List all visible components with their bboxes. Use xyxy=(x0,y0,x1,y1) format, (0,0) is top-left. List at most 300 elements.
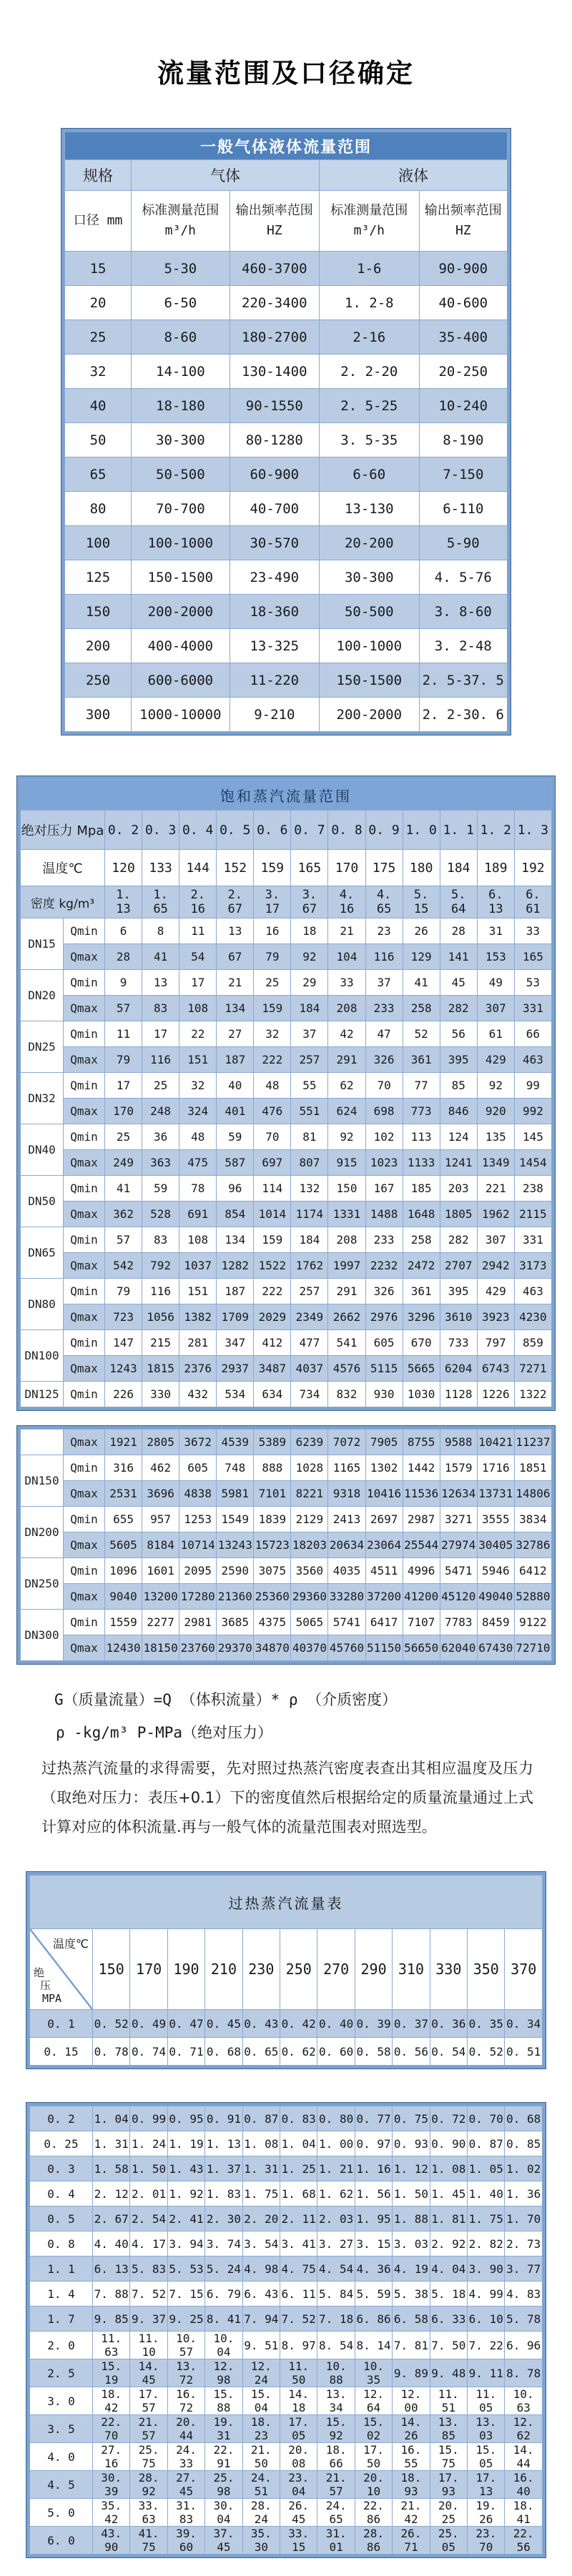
liquid-frequency-cell: 40-600 xyxy=(419,286,507,320)
density-value-cell: 1. 19 xyxy=(167,2131,204,2156)
density-value-cell: 8. 97 xyxy=(280,2332,317,2359)
density-value-cell: 15. 88 xyxy=(205,2387,242,2415)
density-value-cell: 0. 68 xyxy=(205,2038,242,2066)
density-value-cell: 6. 79 xyxy=(205,2282,242,2307)
liquid-frequency-cell: 4. 5-76 xyxy=(419,560,507,595)
density-value-cell: 2. 41 xyxy=(167,2206,204,2231)
density-value-cell: 27. 16 xyxy=(93,2443,130,2471)
density-value-cell: 25. 75 xyxy=(130,2443,167,2471)
density-value-cell: 1. 37 xyxy=(205,2156,242,2181)
gas-frequency-header: 输出频率范围 HZ xyxy=(230,191,319,252)
q-value-cell: 316 xyxy=(105,1455,142,1481)
density-value-cell: 10. 04 xyxy=(205,2332,242,2359)
q-value-cell: 28 xyxy=(440,918,477,944)
superheated-steam-table-block-a xyxy=(26,1872,546,2069)
temperature-column-header: 290 xyxy=(355,1929,392,2010)
q-value-cell: 42 xyxy=(328,1021,365,1047)
q-value-cell: 20634 xyxy=(328,1532,365,1558)
density-value-cell: 9. 25 xyxy=(167,2307,204,2332)
density-value-cell: 9. 11 xyxy=(468,2359,505,2387)
qmax-row xyxy=(21,1584,552,1610)
q-value-cell: 2937 xyxy=(217,1356,254,1382)
density-row-value: 2. 16 xyxy=(179,886,217,918)
q-value-cell: 429 xyxy=(477,1279,514,1304)
q-value-cell: 56650 xyxy=(403,1635,440,1661)
q-value-cell: 187 xyxy=(217,1047,254,1073)
table2-title-row xyxy=(21,780,552,811)
superheated-steam-grid-a xyxy=(29,1875,543,2066)
q-value-cell: 1851 xyxy=(514,1455,551,1481)
diameter-cell: 32 xyxy=(65,355,132,389)
q-value-cell: 222 xyxy=(254,1047,291,1073)
q-value-cell: 4037 xyxy=(291,1356,328,1382)
density-value-cell: 7. 52 xyxy=(280,2307,317,2332)
density-row-label: 密度 kg/m³ xyxy=(21,886,105,918)
gas-frequency-cell: 180-2700 xyxy=(230,320,319,355)
q-value-cell: 25360 xyxy=(254,1584,291,1610)
corner-header-cell xyxy=(30,1929,93,2010)
q-value-cell: 56 xyxy=(440,1021,477,1047)
q-value-cell: 30405 xyxy=(477,1532,514,1558)
density-value-cell: 1. 25 xyxy=(280,2156,317,2181)
general-flow-row xyxy=(65,560,508,595)
density-value-cell: 3. 74 xyxy=(205,2231,242,2257)
density-value-cell: 5. 78 xyxy=(505,2307,543,2332)
gas-range-cell: 8-60 xyxy=(132,320,230,355)
q-value-cell: 992 xyxy=(514,1099,551,1124)
general-flow-table-grid xyxy=(64,132,508,732)
qmax-row xyxy=(21,1253,552,1279)
q-label-cell: Qmin xyxy=(64,1330,105,1356)
q-value-cell: 8184 xyxy=(142,1532,179,1558)
q-label-cell: Qmax xyxy=(64,1047,105,1073)
q-value-cell: 49 xyxy=(477,970,514,996)
q-value-cell: 1522 xyxy=(254,1253,291,1279)
temperature-row-label: 温度℃ xyxy=(21,850,105,886)
q-value-cell: 2277 xyxy=(142,1610,179,1635)
temperature-row-value: 152 xyxy=(217,850,254,886)
bottom-margin xyxy=(0,2557,572,2576)
q-value-cell: 1442 xyxy=(403,1455,440,1481)
density-value-cell: 14. 45 xyxy=(130,2359,167,2387)
superheated-steam-row xyxy=(30,2307,543,2332)
q-value-cell: 150 xyxy=(328,1176,365,1202)
density-value-cell: 20. 44 xyxy=(167,2415,204,2443)
gas-range-cell: 1000-10000 xyxy=(132,698,230,732)
density-value-cell: 0. 42 xyxy=(280,2010,317,2038)
q-value-cell: 462 xyxy=(142,1455,179,1481)
q-value-cell: 395 xyxy=(440,1047,477,1073)
density-value-cell: 1. 62 xyxy=(317,2181,355,2206)
density-value-cell: 6. 10 xyxy=(468,2307,505,2332)
q-value-cell: 2129 xyxy=(291,1507,328,1532)
qmax-row xyxy=(21,944,552,970)
liquid-frequency-cell: 10-240 xyxy=(419,389,507,423)
general-flow-row xyxy=(65,492,508,526)
density-value-cell: 24. 51 xyxy=(242,2471,280,2499)
q-value-cell: 4996 xyxy=(403,1558,440,1584)
q-value-cell: 16 xyxy=(254,918,291,944)
qmin-row xyxy=(21,1021,552,1047)
density-value-cell: 24. 65 xyxy=(317,2499,355,2527)
q-value-cell: 26 xyxy=(403,918,440,944)
q-value-cell: 37 xyxy=(365,970,403,996)
q-value-cell: 551 xyxy=(291,1099,328,1124)
q-value-cell: 222 xyxy=(254,1279,291,1304)
density-value-cell: 17. 05 xyxy=(280,2415,317,2443)
density-value-cell: 0. 39 xyxy=(355,2010,392,2038)
density-value-cell: 31. 01 xyxy=(317,2527,355,2555)
density-value-cell: 10. 88 xyxy=(317,2359,355,2387)
density-value-cell: 5. 53 xyxy=(167,2257,204,2282)
pressure-label-cell: 5. 0 xyxy=(30,2499,93,2527)
temperature-column-header: 370 xyxy=(505,1929,543,2010)
density-value-cell: 4. 19 xyxy=(393,2257,430,2282)
temperature-column-header: 170 xyxy=(130,1929,167,2010)
q-value-cell: 72710 xyxy=(514,1635,551,1661)
density-value-cell: 12. 64 xyxy=(355,2387,392,2415)
density-value-cell: 2. 01 xyxy=(130,2181,167,2206)
q-value-cell: 167 xyxy=(365,1176,403,1202)
qmax-row xyxy=(21,1532,552,1558)
corner-pressure-char-1: 绝 xyxy=(34,1966,45,1979)
q-value-cell: 4576 xyxy=(328,1356,365,1382)
gas-frequency-cell: 23-490 xyxy=(230,560,319,595)
q-label-cell: Qmax xyxy=(64,1481,105,1507)
density-value-cell: 15. 04 xyxy=(242,2387,280,2415)
q-value-cell: 22 xyxy=(179,1021,217,1047)
q-label-cell: Qmax xyxy=(64,1253,105,1279)
general-flow-row xyxy=(65,355,508,389)
density-value-cell: 2. 54 xyxy=(130,2206,167,2231)
q-value-cell: 113 xyxy=(403,1124,440,1150)
pressure-label-cell: 6. 0 xyxy=(30,2527,93,2555)
density-value-cell: 9. 48 xyxy=(430,2359,467,2387)
q-value-cell: 2029 xyxy=(254,1304,291,1330)
gas-range-cell: 70-700 xyxy=(132,492,230,526)
q-value-cell: 92 xyxy=(291,944,328,970)
q-value-cell: 534 xyxy=(217,1382,254,1407)
q-value-cell: 184 xyxy=(291,996,328,1021)
table1-group-header-row xyxy=(65,160,508,191)
q-value-cell: 11 xyxy=(179,918,217,944)
q-value-cell: 21360 xyxy=(217,1584,254,1610)
q-value-cell: 77 xyxy=(403,1073,440,1099)
q-value-cell: 29370 xyxy=(217,1635,254,1661)
q-value-cell: 47 xyxy=(365,1021,403,1047)
density-value-cell: 3. 15 xyxy=(355,2231,392,2257)
q-value-cell: 2472 xyxy=(403,1253,440,1279)
density-value-cell: 14. 18 xyxy=(280,2387,317,2415)
density-value-cell: 37. 45 xyxy=(205,2527,242,2555)
q-value-cell: 698 xyxy=(365,1099,403,1124)
q-value-cell: 13 xyxy=(217,918,254,944)
density-value-cell: 1. 43 xyxy=(167,2156,204,2181)
liquid-range-cell: 2. 2-20 xyxy=(320,355,420,389)
superheated-steam-row xyxy=(30,2332,543,2359)
density-value-cell: 18. 41 xyxy=(505,2499,543,2527)
density-value-cell: 13. 03 xyxy=(468,2415,505,2443)
pressure-label-cell: 4. 5 xyxy=(30,2471,93,2499)
spec-header: 规格 xyxy=(65,160,132,191)
q-value-cell: 2232 xyxy=(365,1253,403,1279)
absolute-pressure-row-value: 0. 3 xyxy=(142,811,179,850)
absolute-pressure-row-value: 1. 1 xyxy=(440,811,477,850)
liquid-range-header: 标准测量范围 m³/h xyxy=(320,191,420,252)
q-value-cell: 1488 xyxy=(365,1202,403,1227)
liquid-range-cell: 1. 2-8 xyxy=(320,286,420,320)
q-value-cell: 226 xyxy=(105,1382,142,1407)
absolute-pressure-row-value: 0. 8 xyxy=(328,811,365,850)
q-value-cell: 145 xyxy=(514,1124,551,1150)
superheated-steam-row xyxy=(30,2443,543,2471)
temperature-row-value: 189 xyxy=(477,850,514,886)
density-value-cell: 21. 57 xyxy=(130,2415,167,2443)
absolute-pressure-row-value: 1. 3 xyxy=(514,811,551,850)
q-value-cell: 476 xyxy=(254,1099,291,1124)
q-value-cell: 203 xyxy=(440,1176,477,1202)
q-value-cell: 116 xyxy=(142,1279,179,1304)
density-value-cell: 2. 12 xyxy=(93,2181,130,2206)
q-value-cell: 41200 xyxy=(403,1584,440,1610)
q-value-cell: 773 xyxy=(403,1099,440,1124)
q-value-cell: 2095 xyxy=(179,1558,217,1584)
density-value-cell: 28. 86 xyxy=(355,2527,392,2555)
superheated-steam-row xyxy=(30,2499,543,2527)
diameter-cell: 150 xyxy=(65,595,132,629)
gas-frequency-cell: 13-325 xyxy=(230,629,319,663)
corner-pressure-char-2: 压 xyxy=(40,1979,51,1992)
density-value-cell: 22. 56 xyxy=(505,2527,543,2555)
q-value-cell: 930 xyxy=(365,1382,403,1407)
dn-label-cell: DN20 xyxy=(21,970,64,1021)
q-value-cell: 1579 xyxy=(440,1455,477,1481)
q-value-cell: 1056 xyxy=(142,1304,179,1330)
q-value-cell: 1997 xyxy=(328,1253,365,1279)
density-value-cell: 2. 03 xyxy=(317,2206,355,2231)
density-value-cell: 0. 93 xyxy=(393,2131,430,2156)
q-value-cell: 282 xyxy=(440,1227,477,1253)
q-value-cell: 5665 xyxy=(403,1356,440,1382)
q-value-cell: 45 xyxy=(440,970,477,996)
q-value-cell: 432 xyxy=(179,1382,217,1407)
density-value-cell: 1. 16 xyxy=(355,2156,392,2181)
q-value-cell: 2413 xyxy=(328,1507,365,1532)
density-value-cell: 1. 95 xyxy=(355,2206,392,2231)
density-value-cell: 21. 57 xyxy=(317,2471,355,2499)
q-value-cell: 1648 xyxy=(403,1202,440,1227)
q-value-cell: 797 xyxy=(477,1330,514,1356)
density-value-cell: 2. 82 xyxy=(468,2231,505,2257)
q-value-cell: 32 xyxy=(179,1073,217,1099)
density-value-cell: 5. 83 xyxy=(130,2257,167,2282)
q-value-cell: 2987 xyxy=(403,1507,440,1532)
q-value-cell: 5389 xyxy=(254,1430,291,1455)
temperature-row-value: 175 xyxy=(365,850,403,886)
density-row-value: 6. 61 xyxy=(514,886,551,918)
q-value-cell: 1805 xyxy=(440,1202,477,1227)
qmin-row xyxy=(21,1558,552,1584)
diameter-cell: 250 xyxy=(65,663,132,698)
density-value-cell: 7. 94 xyxy=(242,2307,280,2332)
q-value-cell: 957 xyxy=(142,1507,179,1532)
absolute-pressure-row-value: 0. 5 xyxy=(217,811,254,850)
density-value-cell: 0. 70 xyxy=(468,2106,505,2131)
q-label-cell: Qmax xyxy=(64,944,105,970)
q-value-cell: 40370 xyxy=(291,1635,328,1661)
density-value-cell: 6. 33 xyxy=(430,2307,467,2332)
density-value-cell: 0. 52 xyxy=(93,2010,130,2038)
q-value-cell: 48 xyxy=(179,1124,217,1150)
q-value-cell: 1133 xyxy=(403,1150,440,1176)
density-value-cell: 8. 14 xyxy=(355,2332,392,2359)
density-value-cell: 17. 50 xyxy=(355,2443,392,2471)
q-value-cell: 9 xyxy=(105,970,142,996)
q-value-cell: 5065 xyxy=(291,1610,328,1635)
absolute-pressure-row-value: 1. 2 xyxy=(477,811,514,850)
density-value-cell: 0. 51 xyxy=(505,2038,543,2066)
density-value-cell: 6. 13 xyxy=(93,2257,130,2282)
general-flow-row xyxy=(65,286,508,320)
qmin-row xyxy=(21,1176,552,1202)
liquid-frequency-cell: 7-150 xyxy=(419,457,507,492)
q-value-cell: 9588 xyxy=(440,1430,477,1455)
density-value-cell: 4. 83 xyxy=(505,2282,543,2307)
general-flow-row xyxy=(65,663,508,698)
density-value-cell: 2. 73 xyxy=(505,2231,543,2257)
q-value-cell: 221 xyxy=(477,1176,514,1202)
q-value-cell: 13243 xyxy=(217,1532,254,1558)
diameter-cell: 200 xyxy=(65,629,132,663)
pressure-label-cell: 4. 0 xyxy=(30,2443,93,2471)
q-value-cell: 8221 xyxy=(291,1481,328,1507)
qmin-row xyxy=(21,918,552,944)
density-value-cell: 0. 40 xyxy=(317,2010,355,2038)
density-value-cell: 1. 24 xyxy=(130,2131,167,2156)
qmin-row xyxy=(21,1227,552,1253)
page-title: 流量范围及口径确定 xyxy=(157,57,415,89)
absolute-pressure-row-value: 0. 2 xyxy=(105,811,142,850)
q-value-cell: 13200 xyxy=(142,1584,179,1610)
dn-label-cell: DN250 xyxy=(21,1558,64,1610)
liquid-range-cell: 30-300 xyxy=(320,560,420,595)
q-value-cell: 17 xyxy=(179,970,217,996)
pressure-label-cell: 0. 4 xyxy=(30,2181,93,2206)
q-value-cell: 331 xyxy=(514,1227,551,1253)
pressure-label-cell: 0. 15 xyxy=(30,2038,93,2066)
q-value-cell: 7101 xyxy=(254,1481,291,1507)
q-label-cell: Qmax xyxy=(64,1532,105,1558)
dn-label-cell: DN100 xyxy=(21,1330,64,1382)
qmin-row xyxy=(21,1073,552,1099)
density-value-cell: 13. 34 xyxy=(317,2387,355,2415)
q-value-cell: 18150 xyxy=(142,1635,179,1661)
density-value-cell: 1. 21 xyxy=(317,2156,355,2181)
q-label-cell: Qmax xyxy=(64,1584,105,1610)
density-value-cell: 1. 04 xyxy=(280,2131,317,2156)
liquid-frequency-cell: 2. 5-37. 5 xyxy=(419,663,507,698)
superheated-steam-row xyxy=(30,2282,543,2307)
q-value-cell: 36 xyxy=(142,1124,179,1150)
q-value-cell: 2662 xyxy=(328,1304,365,1330)
q-value-cell: 49040 xyxy=(477,1584,514,1610)
pressure-label-cell: 0. 1 xyxy=(30,2010,93,2038)
density-value-cell: 23. 04 xyxy=(280,2471,317,2499)
density-value-cell: 7. 22 xyxy=(468,2332,505,2359)
density-value-cell: 30. 39 xyxy=(93,2471,130,2499)
q-value-cell: 108 xyxy=(179,996,217,1021)
q-value-cell: 2376 xyxy=(179,1356,217,1382)
density-value-cell: 1. 08 xyxy=(430,2156,467,2181)
qmax-row xyxy=(21,1356,552,1382)
q-value-cell: 41 xyxy=(105,1176,142,1202)
density-value-cell: 31. 83 xyxy=(167,2499,204,2527)
liquid-frequency-cell: 90-900 xyxy=(419,252,507,286)
density-value-cell: 3. 54 xyxy=(242,2231,280,2257)
q-value-cell: 6204 xyxy=(440,1356,477,1382)
q-value-cell: 5605 xyxy=(105,1532,142,1558)
q-value-cell: 67 xyxy=(217,944,254,970)
q-label-cell: Qmin xyxy=(64,1507,105,1532)
q-value-cell: 18203 xyxy=(291,1532,328,1558)
table2-title: 饱和蒸汽流量范围 xyxy=(21,780,552,811)
q-value-cell: 208 xyxy=(328,996,365,1021)
density-value-cell: 0. 54 xyxy=(430,2038,467,2066)
q-label-cell: Qmin xyxy=(64,1610,105,1635)
q-value-cell: 1331 xyxy=(328,1202,365,1227)
diameter-cell: 20 xyxy=(65,286,132,320)
density-value-cell: 9. 85 xyxy=(93,2307,130,2332)
q-value-cell: 54 xyxy=(179,944,217,970)
q-label-cell: Qmin xyxy=(64,1279,105,1304)
q-value-cell: 37 xyxy=(291,1021,328,1047)
liquid-range-cell: 13-130 xyxy=(320,492,420,526)
q-value-cell: 11237 xyxy=(514,1430,551,1455)
qmin-row xyxy=(21,1382,552,1407)
q-value-cell: 1454 xyxy=(514,1150,551,1176)
density-value-cell: 2. 30 xyxy=(205,2206,242,2231)
q-value-cell: 1382 xyxy=(179,1304,217,1330)
mass-flow-formula: G（质量流量）=Q （体积流量）* ρ （介质密度） xyxy=(54,1691,398,1708)
density-value-cell: 1. 50 xyxy=(393,2181,430,2206)
density-value-cell: 7. 50 xyxy=(430,2332,467,2359)
density-value-cell: 3. 27 xyxy=(317,2231,355,2257)
q-value-cell: 66 xyxy=(514,1021,551,1047)
density-value-cell: 25. 98 xyxy=(205,2471,242,2499)
gas-frequency-cell: 80-1280 xyxy=(230,423,319,457)
q-value-cell: 233 xyxy=(365,996,403,1021)
q-value-cell: 6 xyxy=(105,918,142,944)
q-value-cell: 1226 xyxy=(477,1382,514,1407)
absolute-pressure-row-label: 绝对压力 Mpa xyxy=(21,811,105,850)
q-value-cell: 3075 xyxy=(254,1558,291,1584)
gas-frequency-cell: 9-210 xyxy=(230,698,319,732)
density-value-cell: 1. 00 xyxy=(317,2131,355,2156)
pressure-label-cell: 0. 2 xyxy=(30,2106,93,2131)
diameter-cell: 50 xyxy=(65,423,132,457)
density-value-cell: 15. 02 xyxy=(355,2415,392,2443)
qmin-row xyxy=(21,1279,552,1304)
dn-label-cell: DN15 xyxy=(21,918,64,970)
pressure-label-cell: 0. 5 xyxy=(30,2206,93,2231)
liquid-range-cell: 1-6 xyxy=(320,252,420,286)
qmax-row xyxy=(21,996,552,1021)
density-value-cell: 4. 99 xyxy=(468,2282,505,2307)
q-value-cell: 45760 xyxy=(328,1635,365,1661)
q-value-cell: 3696 xyxy=(142,1481,179,1507)
q-value-cell: 2707 xyxy=(440,1253,477,1279)
pressure-label-cell: 0. 25 xyxy=(30,2131,93,2156)
